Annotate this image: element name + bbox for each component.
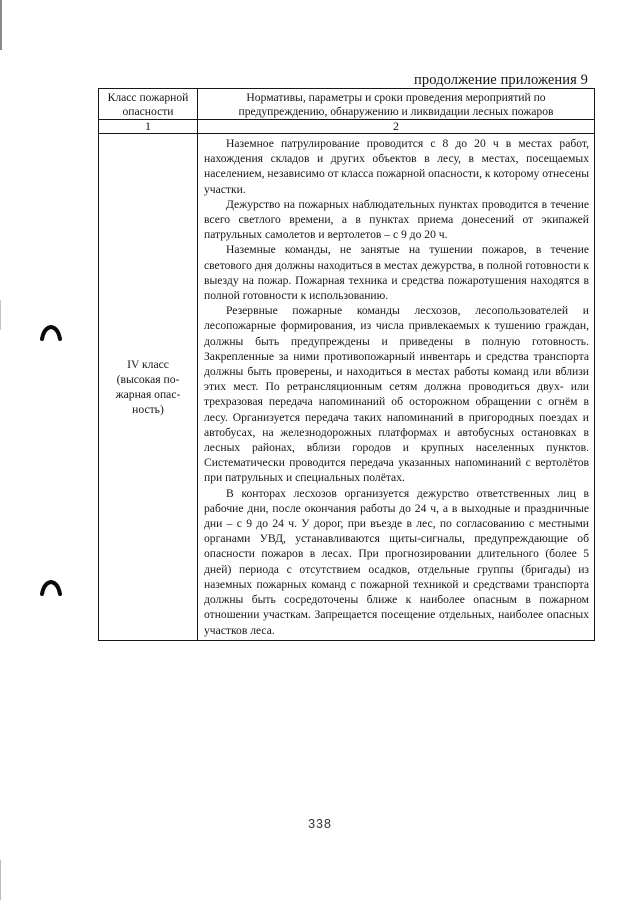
- measure-paragraph: В конторах лесхозов организуется дежурство ответственных лиц в рабочие дни, после окончания работы до 24 ч, а в выходные и праздничные дни – с 9 до 24 ч. У дорог, при въезде в лес, по согласованию с местными органами УВД, устанавливаются щиты-сигналы, предупреждающие об опасности пожаров в лесах. При прогнозировании длительного (более 5 дней) периода с отсутствием осадков, отдельные группы (бригады) из наземных пожарных команд с пожарной техникой и средствами транспорта должны быть сосредоточены ближе к наиболее опасным в пожарном отношении участкам. Запрещается посещение отдельных, наиболее опасных участков леса.: [204, 486, 589, 637]
- running-head: продолжение приложения 9: [414, 72, 588, 88]
- header-fire-class: Класс пожарной опасности: [99, 89, 198, 120]
- measures-cell: [198, 134, 595, 641]
- fire-class-cell: [99, 134, 198, 641]
- fire-class-label-line: (высокая по-: [116, 372, 180, 386]
- scan-edge-mark: [0, 860, 1, 900]
- binding-hole-mark-icon: [40, 325, 62, 341]
- measure-paragraph: Резервные пожарные команды лесхозов, лесопользователей и лесопожарные формирования, из числа привлекаемых к тушению граждан, должны быть предупреждены и приведены в полную готовность. Закрепленные за ними противопожарный инвентарь и средства транспорта должны быть проверены, и находиться в местах работы команд или вблизи этих мест. По ретрансляционным сетям должна проводиться двух- или трехразовая передача напоминаний об осторожном обращении с огнём в лесу. Организуется передача таких напоминаний в пригородных поездах и автобусах, на железнодорожных платформах и автобусных остановках в лесных районах, вблизи городов и крупных населенных пунктов. Систематически проводится передача указанных напоминаний с вертолётов при патрульных и специальных полётах.: [204, 304, 589, 485]
- table-header-row: [99, 89, 595, 120]
- column-number-row: [99, 120, 595, 134]
- column-number-2: 2: [198, 120, 595, 134]
- fire-danger-measures-table: [98, 88, 595, 641]
- measure-paragraph: Наземное патрулирование проводится с 8 до 20 ч в местах работ, нахождения складов и других объектов в лесу, в местах, посещаемых населением, независимо от класса пожарной опасности, к которому отнесены участки.: [204, 137, 590, 196]
- binding-hole-mark-icon: [40, 580, 62, 596]
- fire-class-label-line: IV класс: [127, 357, 169, 371]
- column-number-1: 1: [99, 120, 198, 134]
- measure-paragraph: Наземные команды, не занятые на тушении пожаров, в течение светового дня должны находиться в местах дежурства, в полной готовности к выезду на пожар. Пожарная техника и средства пожаротушения находятся в полной готовности к использованию.: [204, 243, 589, 303]
- page-number: 338: [308, 817, 332, 831]
- header-measures: Нормативы, параметры и сроки проведения мероприятий по предупреждению, обнаружению и ликвидации лесных пожаров: [198, 89, 595, 120]
- scan-edge-mark: [0, 300, 1, 330]
- scan-edge-mark: [0, 0, 2, 50]
- measure-paragraph: Дежурство на пожарных наблюдательных пунктах проводится в течение всего светлого времени, а в пунктах приема донесений от экипажей патрульных самолетов и вертолетов – с 9 до 20 ч.: [204, 197, 589, 242]
- fire-class-label-line: жарная опас-: [115, 387, 181, 401]
- fire-class-label-line: ность): [132, 402, 164, 416]
- table-row: [99, 134, 595, 641]
